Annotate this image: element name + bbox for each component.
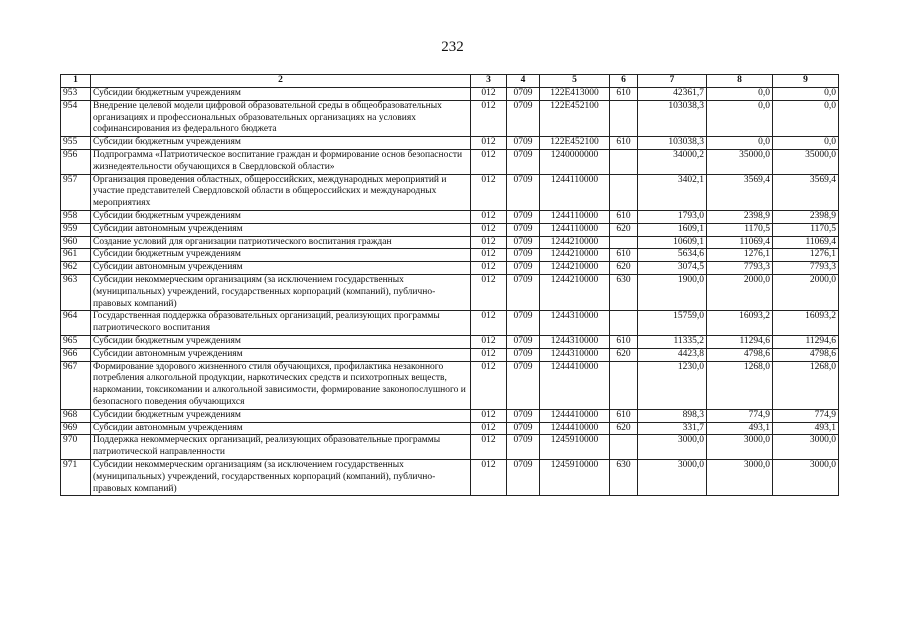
amount-col-7: 1609,1 (638, 223, 707, 236)
table-row (61, 361, 839, 409)
header-cell: 7 (638, 75, 707, 88)
amount-col-8: 1276,1 (707, 249, 773, 262)
row-number: 969 (61, 422, 91, 435)
amount-col-9: 11069,4 (773, 236, 839, 249)
target-article-code: 1244210000 (540, 262, 610, 275)
row-number: 967 (61, 361, 91, 409)
expense-type-code: 620 (610, 422, 638, 435)
amount-col-8: 16093,2 (707, 311, 773, 336)
row-number: 957 (61, 174, 91, 210)
row-number: 956 (61, 149, 91, 174)
target-article-code: 122E452100 (540, 137, 610, 150)
expense-type-code: 610 (610, 137, 638, 150)
target-article-code: 1244410000 (540, 409, 610, 422)
expense-type-code: 610 (610, 335, 638, 348)
amount-col-9: 0,0 (773, 88, 839, 101)
ministry-code: 012 (471, 210, 507, 223)
target-article-code: 1244310000 (540, 348, 610, 361)
row-number: 962 (61, 262, 91, 275)
amount-col-9: 0,0 (773, 100, 839, 136)
amount-col-9: 3000,0 (773, 435, 839, 460)
section-code: 0709 (507, 174, 540, 210)
item-name: Внедрение целевой модели цифровой образовательной среды в общеобразовательных организациях и профессиональных образовательных организациях на условиях софинансирования из федерального бюджета (91, 100, 471, 136)
item-name: Субсидии автономным учреждениям (91, 262, 471, 275)
amount-col-9: 35000,0 (773, 149, 839, 174)
amount-col-8: 774,9 (707, 409, 773, 422)
amount-col-9: 2398,9 (773, 210, 839, 223)
expense-type-code: 620 (610, 348, 638, 361)
amount-col-9: 3569,4 (773, 174, 839, 210)
ministry-code: 012 (471, 348, 507, 361)
header-cell: 8 (707, 75, 773, 88)
expense-type-code (610, 236, 638, 249)
amount-col-9: 7793,3 (773, 262, 839, 275)
table-row (61, 311, 839, 336)
row-number: 965 (61, 335, 91, 348)
expense-type-code: 620 (610, 223, 638, 236)
table-row (61, 137, 839, 150)
row-number: 954 (61, 100, 91, 136)
table-row (61, 210, 839, 223)
amount-col-8: 1268,0 (707, 361, 773, 409)
amount-col-9: 4798,6 (773, 348, 839, 361)
amount-col-7: 3000,0 (638, 435, 707, 460)
section-code: 0709 (507, 409, 540, 422)
section-code: 0709 (507, 335, 540, 348)
amount-col-7: 103038,3 (638, 137, 707, 150)
header-cell: 6 (610, 75, 638, 88)
amount-col-8: 11294,6 (707, 335, 773, 348)
section-code: 0709 (507, 210, 540, 223)
amount-col-9: 1268,0 (773, 361, 839, 409)
target-article-code: 1244310000 (540, 311, 610, 336)
target-article-code: 1244410000 (540, 422, 610, 435)
table-row (61, 149, 839, 174)
item-name: Поддержка некоммерческих организаций, реализующих образовательные программы патриотической направленности (91, 435, 471, 460)
expense-type-code (610, 435, 638, 460)
row-number: 963 (61, 274, 91, 310)
item-name: Субсидии бюджетным учреждениям (91, 335, 471, 348)
section-code: 0709 (507, 100, 540, 136)
target-article-code: 1245910000 (540, 459, 610, 495)
amount-col-7: 1793,0 (638, 210, 707, 223)
header-cell: 1 (61, 75, 91, 88)
table-row (61, 262, 839, 275)
item-name: Подпрограмма «Патриотическое воспитание граждан и формирование основ безопасности жизнедеятельности обучающихся в Свердловской области» (91, 149, 471, 174)
amount-col-7: 3402,1 (638, 174, 707, 210)
amount-col-8: 2398,9 (707, 210, 773, 223)
amount-col-9: 0,0 (773, 137, 839, 150)
ministry-code: 012 (471, 459, 507, 495)
expense-type-code: 610 (610, 88, 638, 101)
amount-col-7: 898,3 (638, 409, 707, 422)
section-code: 0709 (507, 149, 540, 174)
row-number: 971 (61, 459, 91, 495)
amount-col-8: 0,0 (707, 137, 773, 150)
row-number: 953 (61, 88, 91, 101)
amount-col-8: 35000,0 (707, 149, 773, 174)
item-name: Субсидии бюджетным учреждениям (91, 409, 471, 422)
expense-type-code (610, 100, 638, 136)
amount-col-9: 1170,5 (773, 223, 839, 236)
ministry-code: 012 (471, 274, 507, 310)
section-code: 0709 (507, 459, 540, 495)
ministry-code: 012 (471, 137, 507, 150)
header-cell: 5 (540, 75, 610, 88)
ministry-code: 012 (471, 361, 507, 409)
section-code: 0709 (507, 274, 540, 310)
section-code: 0709 (507, 262, 540, 275)
row-number: 964 (61, 311, 91, 336)
amount-col-7: 3000,0 (638, 459, 707, 495)
amount-col-8: 3000,0 (707, 435, 773, 460)
expense-type-code: 610 (610, 409, 638, 422)
header-cell: 2 (91, 75, 471, 88)
item-name: Субсидии бюджетным учреждениям (91, 249, 471, 262)
item-name: Субсидии некоммерческим организациям (за исключением государственных (муниципальных) учреждений, государственных корпораций (компаний), публично-правовых компаний) (91, 459, 471, 495)
target-article-code: 1244310000 (540, 335, 610, 348)
ministry-code: 012 (471, 88, 507, 101)
target-article-code: 1240000000 (540, 149, 610, 174)
item-name: Формирование здорового жизненного стиля обучающихся, профилактика незаконного потребления алкогольной продукции, наркотических средств и психотропных веществ, наркомании, токсикомании и алкогольной зависимости, формирование законопослушного и безопасного поведения обучающихся (91, 361, 471, 409)
target-article-code: 1244110000 (540, 223, 610, 236)
amount-col-7: 34000,2 (638, 149, 707, 174)
section-code: 0709 (507, 348, 540, 361)
ministry-code: 012 (471, 435, 507, 460)
target-article-code: 1244410000 (540, 361, 610, 409)
table-row (61, 88, 839, 101)
ministry-code: 012 (471, 335, 507, 348)
section-code: 0709 (507, 422, 540, 435)
table-row (61, 236, 839, 249)
row-number: 960 (61, 236, 91, 249)
row-number: 970 (61, 435, 91, 460)
amount-col-7: 103038,3 (638, 100, 707, 136)
amount-col-8: 493,1 (707, 422, 773, 435)
table-row (61, 435, 839, 460)
amount-col-8: 2000,0 (707, 274, 773, 310)
table-row (61, 174, 839, 210)
target-article-code: 1244110000 (540, 210, 610, 223)
row-number: 958 (61, 210, 91, 223)
target-article-code: 122E452100 (540, 100, 610, 136)
item-name: Субсидии бюджетным учреждениям (91, 210, 471, 223)
amount-col-7: 11335,2 (638, 335, 707, 348)
table-header (61, 75, 839, 88)
item-name: Субсидии автономным учреждениям (91, 223, 471, 236)
expense-type-code: 610 (610, 210, 638, 223)
expense-type-code (610, 361, 638, 409)
amount-col-8: 7793,3 (707, 262, 773, 275)
table-row (61, 100, 839, 136)
ministry-code: 012 (471, 174, 507, 210)
expense-type-code (610, 174, 638, 210)
ministry-code: 012 (471, 409, 507, 422)
ministry-code: 012 (471, 422, 507, 435)
target-article-code: 122E413000 (540, 88, 610, 101)
ministry-code: 012 (471, 223, 507, 236)
amount-col-9: 493,1 (773, 422, 839, 435)
table-row (61, 249, 839, 262)
item-name: Субсидии автономным учреждениям (91, 422, 471, 435)
row-number: 968 (61, 409, 91, 422)
row-number: 966 (61, 348, 91, 361)
expense-type-code: 610 (610, 249, 638, 262)
section-code: 0709 (507, 137, 540, 150)
table-row (61, 422, 839, 435)
table-row (61, 223, 839, 236)
table-row (61, 348, 839, 361)
amount-col-7: 1900,0 (638, 274, 707, 310)
header-cell: 3 (471, 75, 507, 88)
expense-type-code (610, 311, 638, 336)
amount-col-7: 5634,6 (638, 249, 707, 262)
ministry-code: 012 (471, 149, 507, 174)
expense-type-code (610, 149, 638, 174)
amount-col-8: 1170,5 (707, 223, 773, 236)
table-row (61, 335, 839, 348)
amount-col-9: 3000,0 (773, 459, 839, 495)
row-number: 959 (61, 223, 91, 236)
amount-col-7: 331,7 (638, 422, 707, 435)
amount-col-9: 16093,2 (773, 311, 839, 336)
amount-col-9: 11294,6 (773, 335, 839, 348)
row-number: 955 (61, 137, 91, 150)
amount-col-7: 3074,5 (638, 262, 707, 275)
amount-col-8: 0,0 (707, 100, 773, 136)
amount-col-8: 0,0 (707, 88, 773, 101)
amount-col-8: 11069,4 (707, 236, 773, 249)
header-row (61, 75, 839, 88)
item-name: Организация проведения областных, общероссийских, международных мероприятий и участие представителей Свердловской области в общероссийских и международных мероприятиях (91, 174, 471, 210)
ministry-code: 012 (471, 236, 507, 249)
target-article-code: 1245910000 (540, 435, 610, 460)
budget-table (60, 74, 839, 496)
amount-col-7: 15759,0 (638, 311, 707, 336)
ministry-code: 012 (471, 100, 507, 136)
section-code: 0709 (507, 361, 540, 409)
section-code: 0709 (507, 223, 540, 236)
item-name: Субсидии бюджетным учреждениям (91, 88, 471, 101)
ministry-code: 012 (471, 262, 507, 275)
amount-col-7: 10609,1 (638, 236, 707, 249)
section-code: 0709 (507, 249, 540, 262)
expense-type-code: 630 (610, 274, 638, 310)
amount-col-8: 3569,4 (707, 174, 773, 210)
amount-col-9: 2000,0 (773, 274, 839, 310)
item-name: Государственная поддержка образовательных организаций, реализующих программы патриотического воспитания (91, 311, 471, 336)
item-name: Субсидии автономным учреждениям (91, 348, 471, 361)
table-row (61, 274, 839, 310)
amount-col-9: 1276,1 (773, 249, 839, 262)
section-code: 0709 (507, 311, 540, 336)
section-code: 0709 (507, 88, 540, 101)
expense-type-code: 630 (610, 459, 638, 495)
item-name: Субсидии некоммерческим организациям (за исключением государственных (муниципальных) учреждений, государственных корпораций (компаний), публично-правовых компаний) (91, 274, 471, 310)
target-article-code: 1244210000 (540, 236, 610, 249)
item-name: Создание условий для организации патриотического воспитания граждан (91, 236, 471, 249)
amount-col-8: 3000,0 (707, 459, 773, 495)
expense-type-code: 620 (610, 262, 638, 275)
section-code: 0709 (507, 435, 540, 460)
item-name: Субсидии бюджетным учреждениям (91, 137, 471, 150)
header-cell: 9 (773, 75, 839, 88)
page-number: 232 (441, 39, 464, 55)
ministry-code: 012 (471, 249, 507, 262)
ministry-code: 012 (471, 311, 507, 336)
table-body (61, 88, 839, 496)
amount-col-9: 774,9 (773, 409, 839, 422)
table-row (61, 459, 839, 495)
section-code: 0709 (507, 236, 540, 249)
target-article-code: 1244210000 (540, 274, 610, 310)
target-article-code: 1244210000 (540, 249, 610, 262)
amount-col-7: 1230,0 (638, 361, 707, 409)
amount-col-8: 4798,6 (707, 348, 773, 361)
target-article-code: 1244110000 (540, 174, 610, 210)
amount-col-7: 42361,7 (638, 88, 707, 101)
row-number: 961 (61, 249, 91, 262)
table-row (61, 409, 839, 422)
header-cell: 4 (507, 75, 540, 88)
amount-col-7: 4423,8 (638, 348, 707, 361)
